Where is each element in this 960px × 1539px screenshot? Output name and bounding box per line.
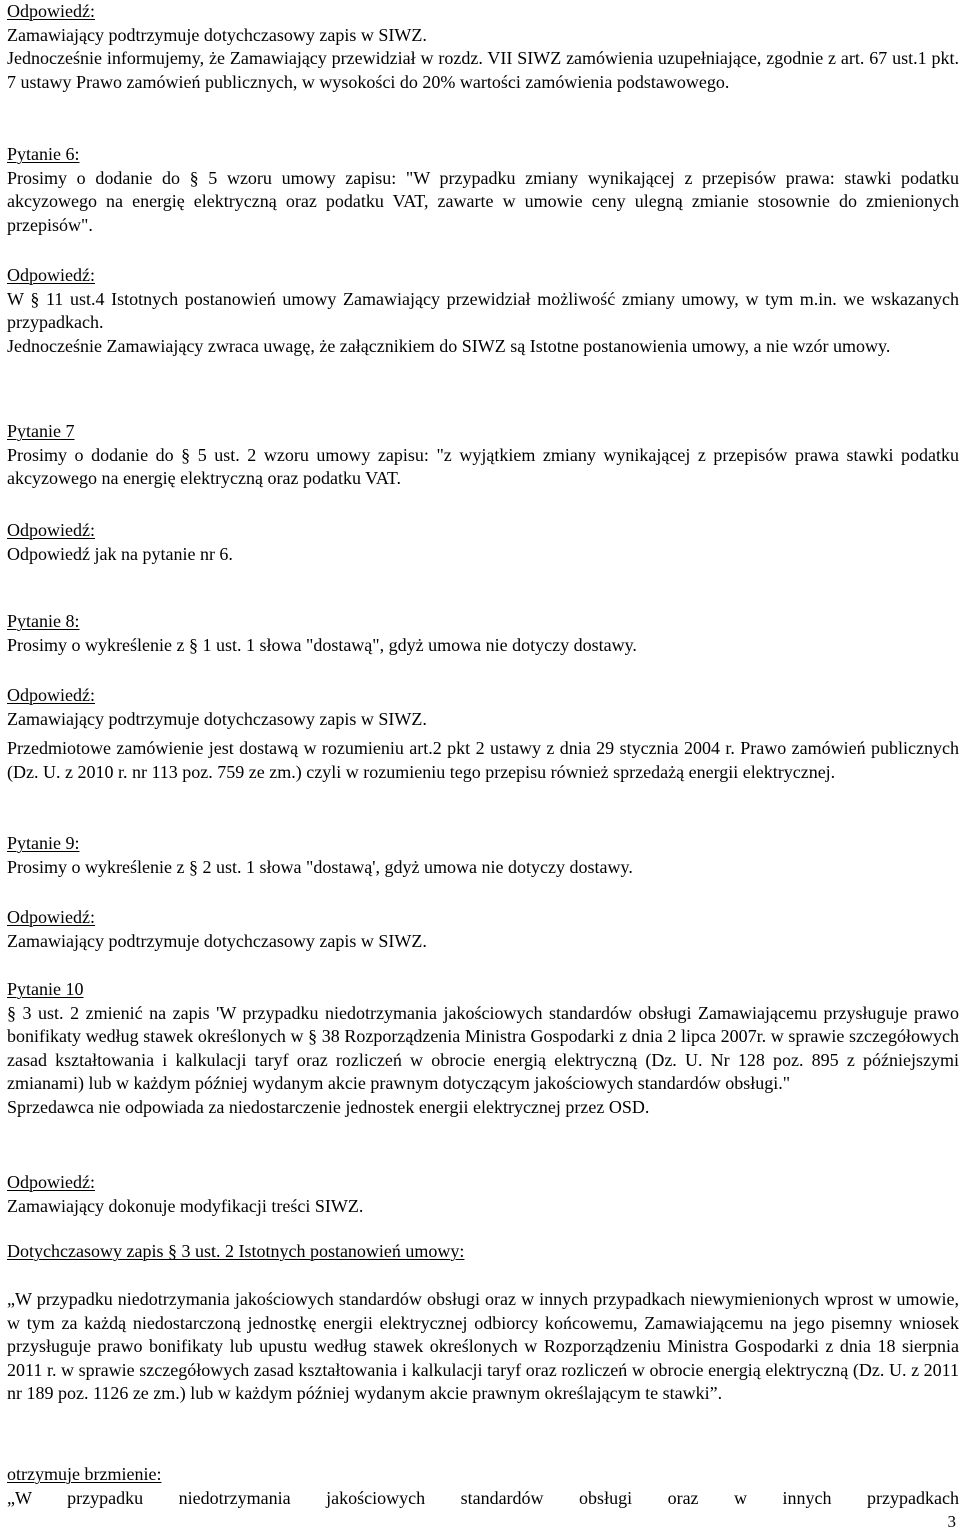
question-heading: Pytanie 6:	[7, 144, 80, 164]
current-clause-text	[7, 1288, 959, 1406]
answer-heading: Odpowiedź:	[7, 520, 95, 540]
answer-6	[7, 264, 959, 358]
answer-block-5	[7, 0, 959, 94]
clause-text: „W przypadku niedotrzymania jakościowych standardów obsługi oraz w innych przypadkach niewymienionych wprost w umowie, w tym za każdą niedostarczoną jednostkę energii elektrycznej odbiorcy końcowemu, Zamawiającemu na jego pisemny wniosek przysługuje prawo bonifikaty lub upustu według stawek określonych w Rozporządzeniu Ministra Gospodarki z dnia 18 sierpnia 2011 r. w sprawie szczegółowych zasad kształtowania i kalkulacji taryf oraz rozliczeń w obrocie energią elektryczną (Dz. U. z 2011 nr 189 poz. 1126 ze zm.) lub w każdym później wydanym akcie prawnym określającym te stawki”.	[7, 1289, 959, 1404]
question-7	[7, 420, 959, 491]
question-heading: Pytanie 9:	[7, 833, 80, 853]
question-6	[7, 143, 959, 237]
answer-paragraph: Jednocześnie Zamawiający zwraca uwagę, że załącznikiem do SIWZ są Istotne postanowienia umowy, a nie wzór umowy.	[7, 335, 891, 356]
question-text: Prosimy o dodanie do § 5 ust. 2 wzoru umowy zapisu: "z wyjątkiem zmiany wynikającej z przepisów prawa stawki podatku akcyzowego na energię elektryczną oraz podatku VAT.	[7, 444, 959, 489]
answer-heading: Odpowiedź:	[7, 685, 95, 705]
answer-paragraph: Jednocześnie informujemy, że Zamawiający przewidział w rozdz. VII SIWZ zamówienia uzupełniające, zgodnie z art. 67 ust.1 pkt. 7 ustawy Prawo zamówień publicznych, w wysokości do 20% wartości zamówienia podstawowego.	[7, 48, 959, 92]
answer-paragraph: Zamawiający dokonuje modyfikacji treści SIWZ.	[7, 1195, 364, 1216]
answer-8	[7, 684, 959, 784]
question-9	[7, 832, 959, 879]
page-number: 3	[947, 1512, 956, 1531]
new-clause-text	[7, 1487, 959, 1511]
answer-heading: Odpowiedź:	[7, 1172, 95, 1192]
question-text: Prosimy o wykreślenie z § 2 ust. 1 słowa "dostawą', gdyż umowa nie dotyczy dostawy.	[7, 856, 633, 877]
answer-paragraph: Zamawiający podtrzymuje dotychczasowy zapis w SIWZ.	[7, 930, 427, 951]
question-text: Prosimy o dodanie do § 5 wzoru umowy zapisu: "W przypadku zmiany wynikającej z przepisów prawa: stawki podatku akcyzowego na energię elektryczną oraz podatku VAT, zawarte w umowie ceny ulegną zmianie stosownie do zmienionych przepisów".	[7, 167, 959, 235]
new-clause	[7, 1463, 959, 1487]
question-heading: Pytanie 10	[7, 979, 84, 999]
answer-paragraph: Przedmiotowe zamówienie jest dostawą w rozumieniu art.2 pkt 2 ustawy z dnia 29 stycznia 2004 r. Prawo zamówień publicznych (Dz. U. z 2010 r. nr 113 poz. 759 ze zm.) czyli w rozumieniu tego przepisu również sprzedażą energii elektrycznej.	[7, 738, 959, 782]
answer-9	[7, 906, 959, 953]
question-text: Prosimy o wykreślenie z § 1 ust. 1 słowa "dostawą", gdyż umowa nie dotyczy dostawy.	[7, 634, 637, 655]
answer-10	[7, 1171, 959, 1218]
answer-heading: Odpowiedź:	[7, 265, 95, 285]
answer-heading: Odpowiedź:	[7, 907, 95, 927]
question-10	[7, 978, 959, 1120]
answer-paragraph: Zamawiający podtrzymuje dotychczasowy zapis w SIWZ.	[7, 24, 427, 45]
question-8	[7, 610, 959, 657]
answer-paragraph: Zamawiający podtrzymuje dotychczasowy zapis w SIWZ.	[7, 708, 427, 729]
answer-heading: Odpowiedź:	[7, 1, 95, 21]
clause-text: „W przypadku niedotrzymania jakościowych standardów obsługi oraz w innych przypadkach	[7, 1488, 959, 1508]
question-heading: Pytanie 8:	[7, 611, 80, 631]
question-text: § 3 ust. 2 zmienić na zapis 'W przypadku niedotrzymania jakościowych standardów obsługi Zamawiającemu przysługuje prawo bonifikaty według stawek określonych w § 38 Rozporządzenia Ministra Gospodarki z dnia 2 lipca 2007r. w sprawie szczegółowych zasad kształtowania i kalkulacji taryf oraz rozliczeń w obrocie energią elektryczną (Dz. U. Nr 128 poz. 895 z późniejszymi zmianami) lub w każdym później wydanym akcie prawnym dotyczącym jakościowych standardów obsługi."	[7, 1002, 959, 1094]
current-clause	[7, 1240, 959, 1264]
answer-paragraph: Odpowiedź jak na pytanie nr 6.	[7, 543, 233, 564]
question-text-2: Sprzedawca nie odpowiada za niedostarczenie jednostek energii elektrycznej przez OSD.	[7, 1096, 650, 1117]
answer-paragraph: W § 11 ust.4 Istotnych postanowień umowy Zamawiający przewidział możliwość zmiany umowy, w tym m.in. we wskazanych przypadkach.	[7, 288, 959, 333]
new-clause-label: otrzymuje brzmienie:	[7, 1464, 162, 1484]
current-clause-label: Dotychczasowy zapis § 3 ust. 2 Istotnych postanowień umowy:	[7, 1241, 465, 1261]
answer-7	[7, 519, 959, 566]
question-heading: Pytanie 7	[7, 421, 75, 441]
